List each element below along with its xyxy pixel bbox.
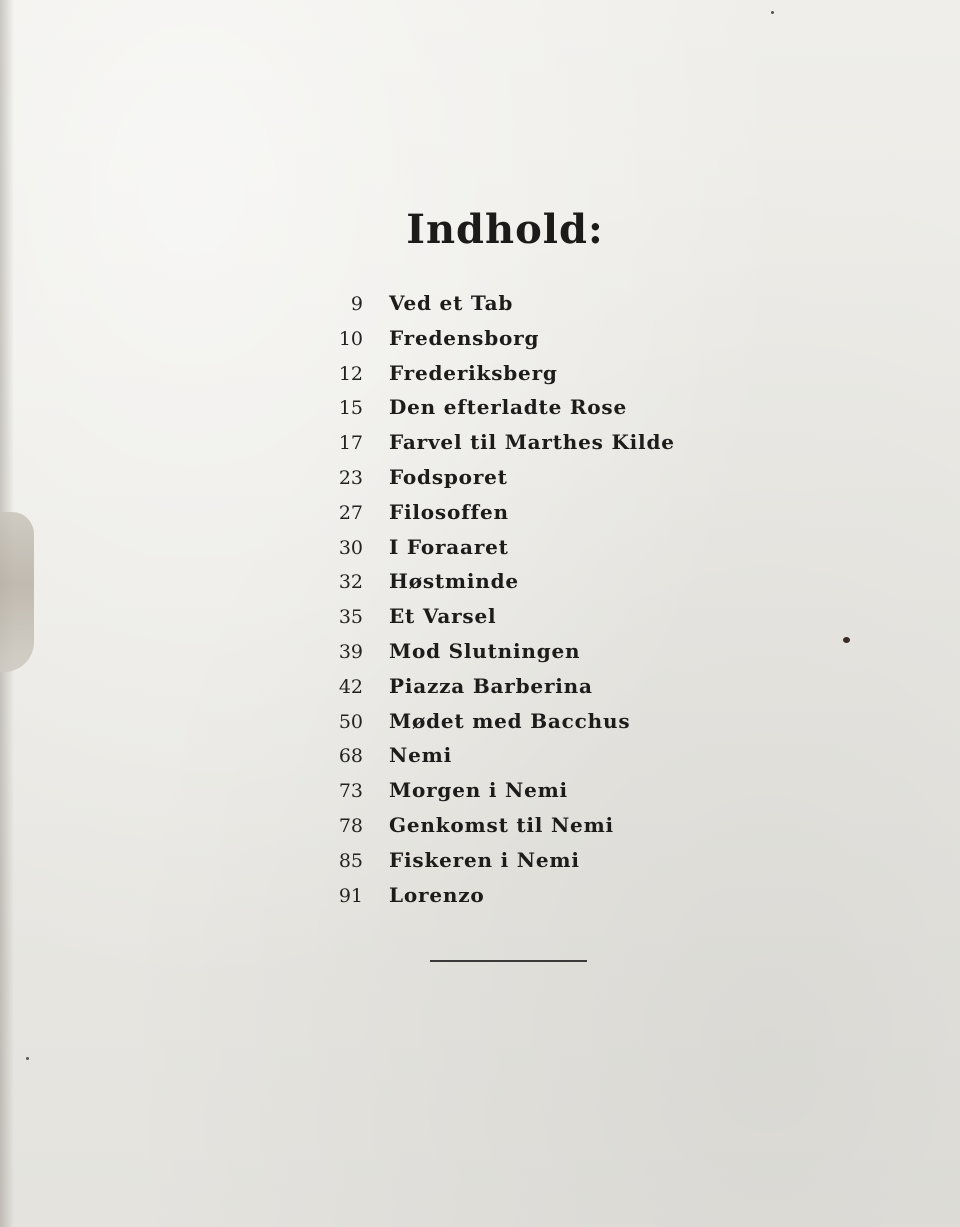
toc-entry (326, 878, 746, 913)
toc-page-number: 68 (338, 745, 363, 768)
toc-entry (326, 634, 746, 669)
toc-entry-title: Fiskeren i Nemi (389, 847, 580, 872)
toc-page-number: 23 (338, 466, 363, 489)
toc-page-number: 78 (338, 814, 363, 837)
toc-entry-title: Den efterladte Rose (389, 395, 628, 420)
toc-page-number: 50 (338, 710, 363, 733)
toc-entry-title: Genkomst til Nemi (389, 812, 614, 837)
toc-page-number: 32 (338, 571, 363, 594)
toc-entry-title: Ved et Tab (389, 291, 514, 315)
toc-entry (326, 773, 746, 808)
toc-entry (326, 425, 746, 460)
paper-tear (0, 512, 34, 672)
toc-entry (326, 286, 746, 321)
toc-page-number: 35 (338, 606, 363, 629)
divider-rule (430, 960, 587, 962)
toc-entry (326, 843, 746, 878)
ink-speck (843, 637, 850, 643)
toc-entry-title: Fredensborg (389, 325, 540, 350)
toc-entry-title: Et Varsel (389, 604, 497, 629)
toc-entry (326, 460, 746, 495)
page-title: Indhold: (406, 206, 604, 253)
toc-page-number: 91 (338, 884, 363, 907)
toc-entry-title: Mødet med Bacchus (389, 708, 631, 733)
toc-entry-title: Morgen i Nemi (389, 778, 568, 803)
toc-entry-title: Piazza Barberina (389, 673, 593, 698)
toc-entry-title: Fodsporet (389, 464, 508, 489)
toc-entry-title: Nemi (389, 743, 452, 768)
toc-entry (326, 495, 746, 530)
ink-speck (771, 11, 774, 14)
toc-page-number: 15 (338, 397, 363, 420)
toc-page-number: 30 (338, 536, 363, 559)
toc-page-number: 42 (338, 675, 363, 698)
toc-entry (326, 390, 746, 425)
toc-page-number: 85 (338, 849, 363, 872)
toc-entry-title: Farvel til Marthes Kilde (389, 430, 675, 455)
toc-entry (326, 321, 746, 356)
toc-page-number: 17 (338, 432, 363, 455)
toc-page-number: 27 (338, 501, 363, 524)
toc-entry-title: Filosoffen (389, 499, 509, 524)
toc-entry (326, 599, 746, 634)
toc-page-number: 12 (338, 362, 363, 385)
table-of-contents (326, 286, 746, 912)
ink-speck (26, 1057, 29, 1060)
toc-entry-title: I Foraaret (389, 534, 509, 559)
toc-entry (326, 530, 746, 565)
toc-entry (326, 564, 746, 599)
toc-entry-title: Frederiksberg (389, 360, 558, 385)
toc-page-number: 10 (338, 327, 363, 350)
toc-entry (326, 704, 746, 739)
toc-entry (326, 738, 746, 773)
toc-entry (326, 356, 746, 391)
toc-entry (326, 669, 746, 704)
toc-entry-title: Lorenzo (389, 882, 485, 907)
toc-page-number: 39 (338, 640, 363, 663)
toc-page-number: 73 (338, 780, 363, 803)
toc-entry-title: Høstminde (389, 569, 519, 594)
toc-page-number: 9 (350, 293, 363, 315)
toc-entry (326, 808, 746, 843)
toc-entry-title: Mod Slutningen (389, 638, 581, 663)
